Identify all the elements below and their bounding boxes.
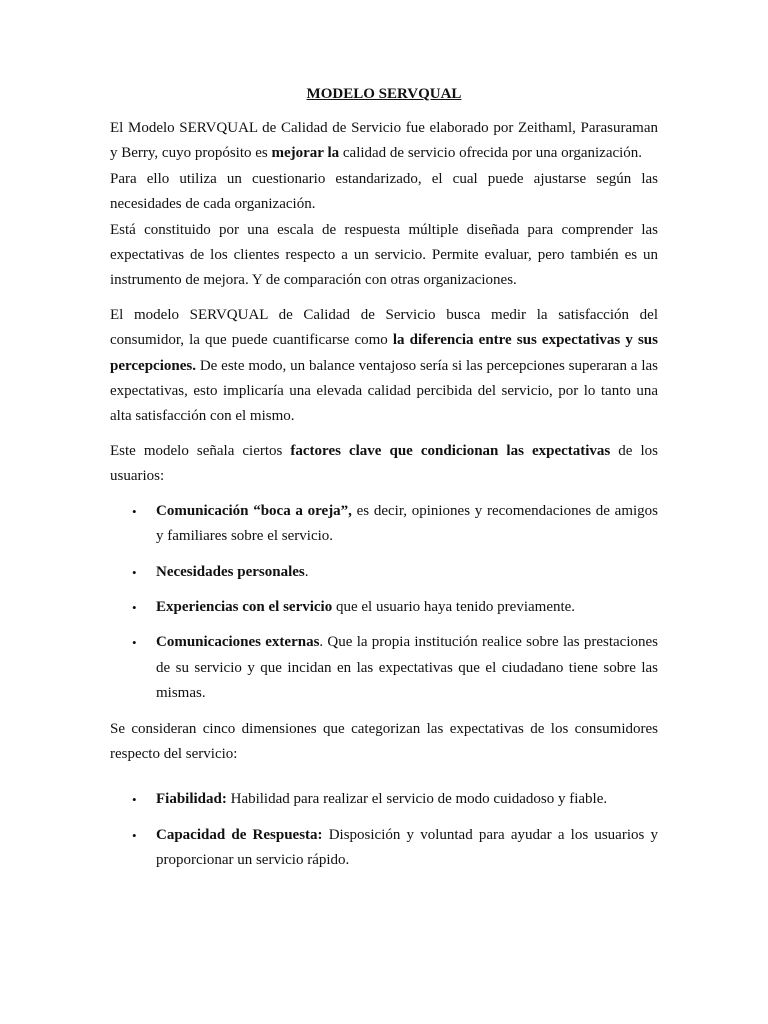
bullet-icon: • (132, 635, 137, 651)
list-item (110, 630, 658, 706)
emphasis-text: mejorar la (271, 145, 340, 162)
list-item-text: . Que la propia institución realice sobre las prestaciones de su servicio y que incidan en las expectativas que el ciudadano tiene sobre las mismas. (156, 634, 659, 702)
list-item-text: . (304, 563, 309, 580)
list-item-text: Habilidad para realizar el servicio de modo cuidadoso y fiable. (226, 791, 608, 808)
bullet-icon: • (132, 564, 137, 580)
bullet-icon: • (132, 503, 137, 519)
paragraph-text: El modelo SERVQUAL de Calidad de Servicio busca medir la satisfacción del consumidor, la que puede cuantificarse como (110, 306, 658, 349)
list-item-title: Comunicaciones externas (156, 634, 320, 651)
list-item-title: Experiencias con el servicio (156, 598, 333, 615)
list-item (110, 787, 658, 812)
list-item (110, 499, 658, 550)
paragraph-dimensions-intro: Se consideran cinco dimensiones que categorizan las expectativas de los consumidores respecto del servicio: (110, 720, 658, 762)
paragraph-text: De este modo, un balance ventajoso sería si las percepciones superaran a las expectativas, esto implicaría una elevada calidad percibida del servicio, por lo tanto una alta satisfacción con el mismo. (110, 357, 658, 425)
paragraph-text: de los usuarios: (110, 442, 658, 485)
list-item (110, 823, 658, 874)
emphasis-text: factores clave que condicionan las expectativas (290, 442, 611, 459)
bullet-icon: • (132, 827, 137, 843)
list-item-text: es decir, opiniones y recomendaciones de amigos y familiares sobre el servicio. (156, 502, 658, 545)
factors-list (110, 499, 658, 707)
paragraph-model (110, 303, 658, 430)
document-page (110, 84, 658, 884)
paragraph-text: Este modelo señala ciertos (110, 442, 291, 459)
paragraph-questionnaire: Para ello utiliza un cuestionario estandarizado, el cual puede ajustarse según las necesidades de cada organización. (110, 170, 658, 213)
document-title: MODELO SERVQUAL (306, 86, 462, 102)
paragraph-text: El Modelo SERVQUAL de Calidad de Servicio fue elaborado por Zeithaml, Parasuraman y Berry, cuyo propósito es (110, 120, 658, 162)
list-item-title: Necesidades personales (156, 563, 305, 580)
bullet-icon: • (132, 599, 137, 615)
list-item (110, 595, 658, 620)
list-item-text: Disposición y voluntad para ayudar a los usuarios y proporcionar un servicio rápido. (156, 826, 658, 869)
list-item-title: Capacidad de Respuesta: (156, 826, 323, 843)
paragraph-text: calidad de servicio ofrecida por una organización. (339, 145, 643, 162)
bullet-icon: • (132, 792, 137, 808)
dimensions-list (110, 787, 658, 873)
paragraph-factors-intro (110, 439, 658, 490)
paragraph-scale: Está constituido por una escala de respuesta múltiple diseñada para comprender las expectativas de los clientes respecto a un servicio. Permite evaluar, pero también es un instrumento de mejora. Y de comparación con otras organizaciones. (110, 221, 658, 289)
paragraph-intro (110, 116, 658, 167)
list-item-title: Comunicación “boca a oreja”, (156, 502, 352, 519)
emphasis-text: la diferencia entre sus expectativas y sus percepciones. (110, 332, 658, 374)
list-item-text: que el usuario haya tenido previamente. (332, 598, 576, 615)
list-item (110, 560, 658, 585)
list-item-title: Fiabilidad: (156, 791, 227, 808)
